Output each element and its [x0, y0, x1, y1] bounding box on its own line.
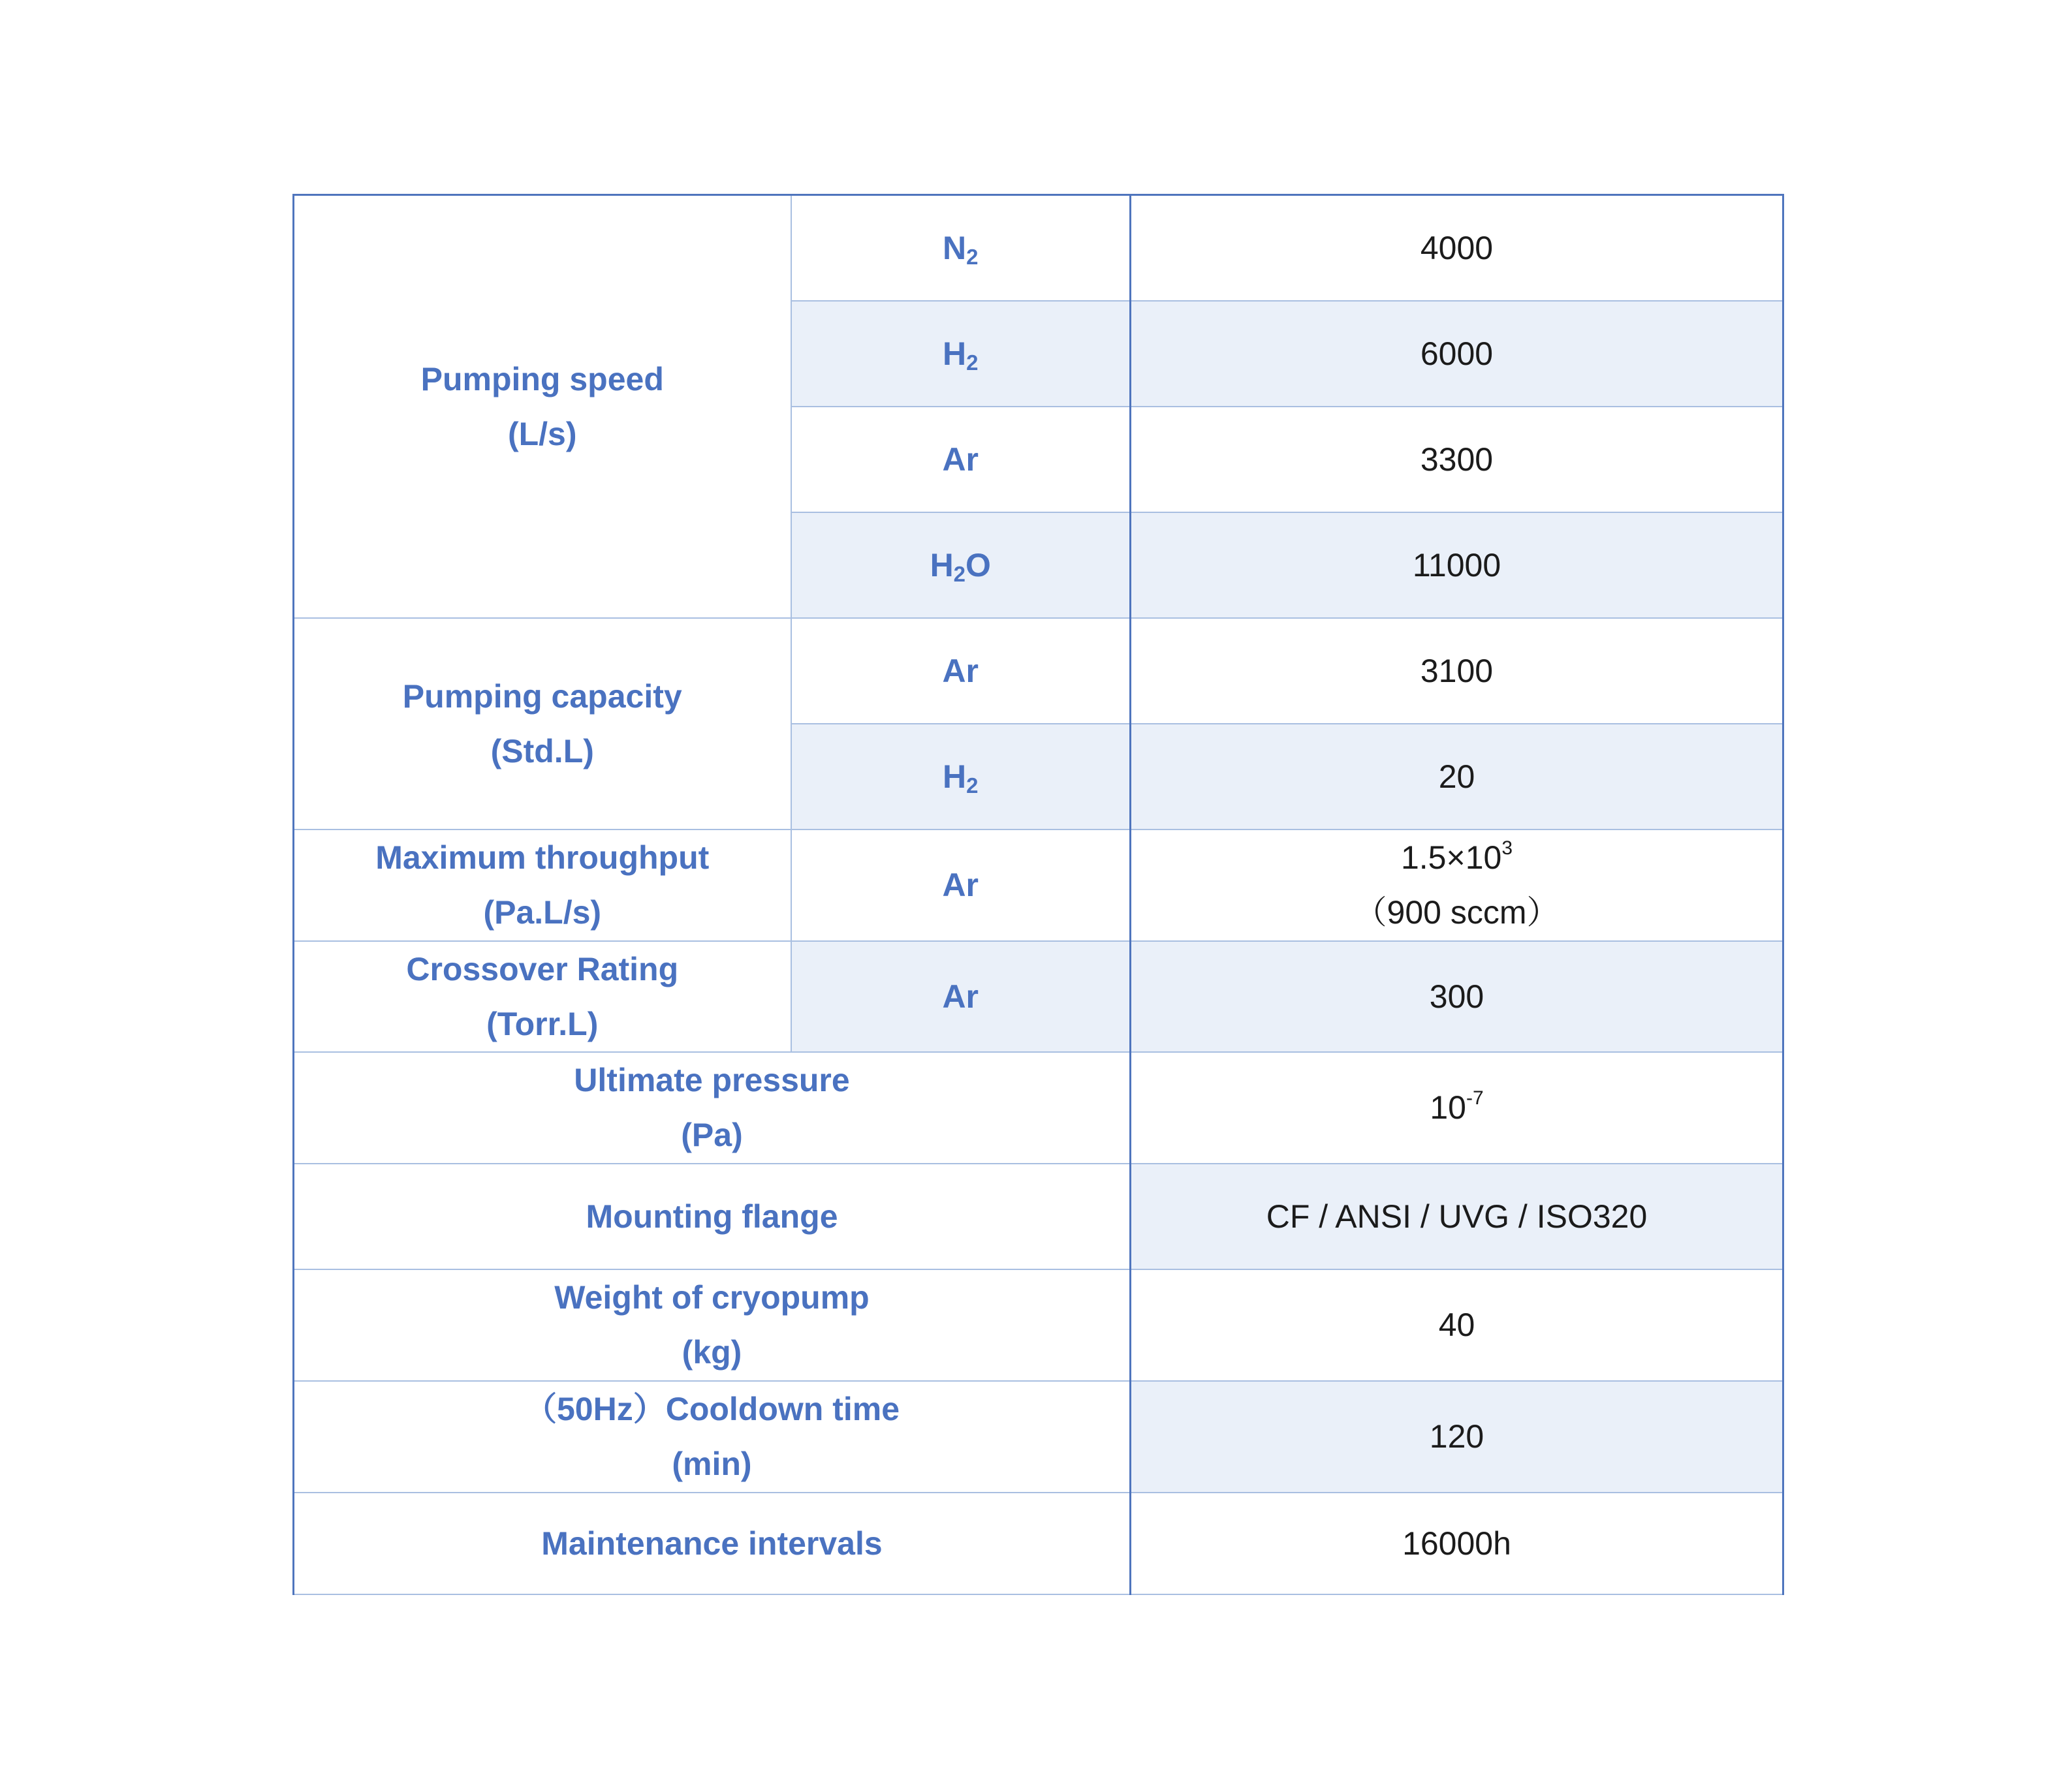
- table-row: [294, 829, 1783, 941]
- table-row: [294, 1164, 1783, 1269]
- value-cell: CF / ANSI / UVG / ISO320: [1131, 1164, 1783, 1269]
- gas-cell: [791, 724, 1131, 829]
- value-cell: [1131, 829, 1783, 941]
- label-unit: (Pa): [681, 1117, 743, 1153]
- label-unit: (Pa.L/s): [483, 894, 602, 931]
- mounting-flange-label: Mounting flange: [294, 1164, 1131, 1269]
- label-unit: (L/s): [507, 415, 577, 452]
- maintenance-label: Maintenance intervals: [294, 1493, 1131, 1594]
- pumping-speed-label: [294, 195, 791, 618]
- table-row: [294, 941, 1783, 1052]
- max-throughput-label: [294, 829, 791, 941]
- gas-cell: [791, 512, 1131, 618]
- label-unit: (min): [672, 1446, 752, 1482]
- gas-cell: Ar: [791, 407, 1131, 512]
- value-cell: 3100: [1131, 618, 1783, 724]
- value-cell: 16000h: [1131, 1493, 1783, 1594]
- value-base: 1.5×10: [1400, 839, 1502, 876]
- gas-cell: Ar: [791, 829, 1131, 941]
- label-text: Weight of cryopump: [554, 1279, 870, 1316]
- value-exponent: -7: [1466, 1087, 1484, 1109]
- gas-text: N: [943, 229, 967, 266]
- ultimate-pressure-label: [294, 1052, 1131, 1164]
- gas-subscript: 2: [966, 773, 979, 798]
- label-unit: (kg): [682, 1334, 742, 1371]
- label-text: Ultimate pressure: [574, 1062, 850, 1098]
- cooldown-label: [294, 1381, 1131, 1493]
- value-base: 10: [1430, 1089, 1466, 1126]
- gas-text: H: [930, 546, 954, 583]
- label-text: Maximum throughput: [375, 839, 710, 876]
- gas-subscript: 2: [966, 350, 979, 375]
- value-cell: 11000: [1131, 512, 1783, 618]
- value-cell: 300: [1131, 941, 1783, 1052]
- label-text: Pumping speed: [420, 360, 664, 397]
- gas-text-tail: O: [965, 546, 991, 583]
- table-row: [294, 1052, 1783, 1164]
- label-unit: (Torr.L): [486, 1005, 599, 1042]
- table-row: [294, 1493, 1783, 1594]
- value-line2: （900 sccm）: [1354, 894, 1560, 931]
- label-text: Pumping capacity: [402, 677, 682, 715]
- gas-text: H: [943, 335, 967, 372]
- label-unit: (Std.L): [490, 732, 594, 769]
- pumping-capacity-label: [294, 618, 791, 829]
- value-cell: 6000: [1131, 301, 1783, 407]
- value-exponent: 3: [1501, 837, 1513, 859]
- weight-label: [294, 1269, 1131, 1381]
- table-row: [294, 1381, 1783, 1493]
- gas-cell: Ar: [791, 941, 1131, 1052]
- value-cell: 40: [1131, 1269, 1783, 1381]
- value-cell: 3300: [1131, 407, 1783, 512]
- crossover-label: [294, 941, 791, 1052]
- spec-table: [292, 194, 1784, 1595]
- gas-text: H: [943, 758, 967, 795]
- value-cell: 120: [1131, 1381, 1783, 1493]
- value-cell: 20: [1131, 724, 1783, 829]
- gas-subscript: 2: [953, 561, 966, 586]
- table-row: [294, 195, 1783, 301]
- label-text: Crossover Rating: [406, 950, 679, 987]
- gas-cell: [791, 301, 1131, 407]
- value-cell: [1131, 1052, 1783, 1164]
- gas-subscript: 2: [966, 244, 979, 269]
- table-row: [294, 618, 1783, 724]
- label-text: （50Hz）Cooldown time: [524, 1391, 900, 1427]
- table-row: [294, 1269, 1783, 1381]
- gas-cell: Ar: [791, 618, 1131, 724]
- gas-cell: [791, 195, 1131, 301]
- value-line: [1131, 830, 1782, 885]
- value-cell: 4000: [1131, 195, 1783, 301]
